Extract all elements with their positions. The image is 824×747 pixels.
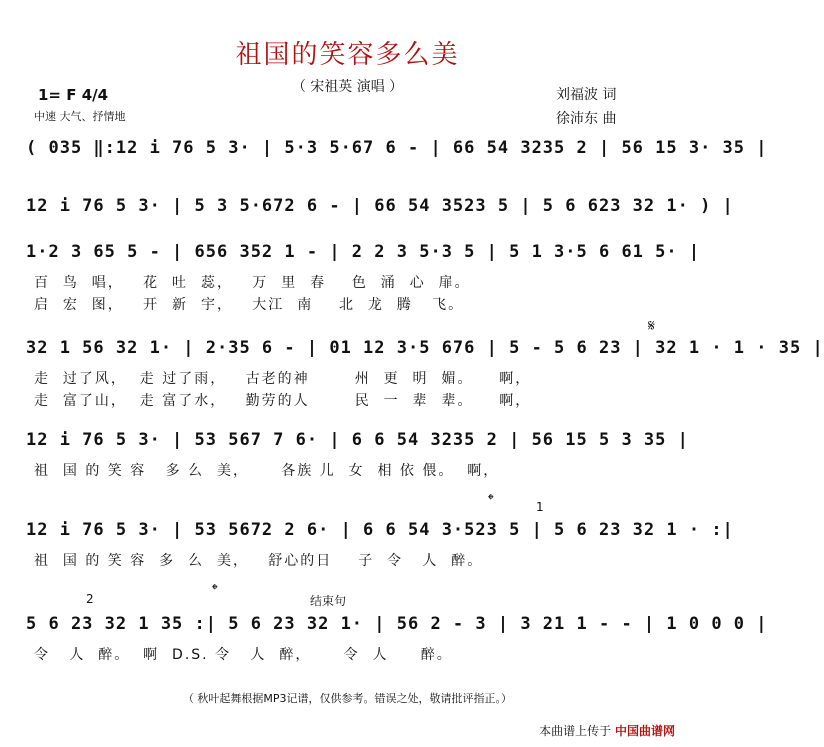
lyrics-verse-1: 走 过了风， 走 过了雨， 古老的神 州 更 明 媚。 啊， xyxy=(34,371,532,387)
key-signature: 1= F 4/4 xyxy=(38,86,109,104)
composer-credit: 徐沛东 曲 xyxy=(556,111,617,127)
notation-line: 1·2 3 65 5 - | 656 352 1 - | 2 2 3 5·3 5 | 5 1 3·5 6 61 5· | xyxy=(26,242,701,262)
upload-text: 本曲谱上传于 xyxy=(539,724,612,738)
notation-line: 12 i 76 5 3· | 53 567 7 6· | 6 6 54 3235 2 | 56 15 5 3 35 | xyxy=(26,430,689,450)
coda-sign: 𝄌 xyxy=(488,490,494,509)
upload-credit xyxy=(539,722,675,739)
ending-label: 结束句 xyxy=(310,594,347,608)
volta-2-marker: 2 xyxy=(86,592,94,606)
notation-line: 12 i 76 5 3· | 5 3 5·672 6 - | 66 54 3523 5 | 5 6 623 32 1· ) | xyxy=(26,196,734,216)
lyricist-credit: 刘福波 词 xyxy=(556,87,617,103)
site-logo: 中国曲谱网 xyxy=(614,724,675,738)
tempo-marking: 中速 大气、抒情地 xyxy=(34,110,126,123)
notation-line: 5 6 23 32 1 35 :| 5 6 23 32 1· | 56 2 - 3 | 3 21 1 - - | 1 0 0 0 | xyxy=(26,614,768,634)
lyrics-line: 祖 国 的 笑 容 多 么 美， 舒心的日 子 令 人 醉。 xyxy=(34,553,484,569)
notation-line: 32 1 56 32 1· | 2·35 6 - | 01 12 3·5 676 | 5 - 5 6 23 | 32 1 · 1 · 35 | xyxy=(26,338,824,358)
performer-subtitle: （ 宋祖英 演唱 ） xyxy=(291,79,404,95)
volta-1-marker: 1 xyxy=(536,500,544,514)
lyrics-verse-2: 启 宏 图， 开 新 宇， 大江 南 北 龙 腾 飞。 xyxy=(34,297,465,313)
lyrics-verse-1: 百 鸟 唱， 花 吐 蕊， 万 里 春 色 涌 心 扉。 xyxy=(34,275,471,291)
lyrics-line: 祖 国 的 笑 容 多 么 美， 各族 儿 女 相 依 偎。 啊， xyxy=(34,463,500,479)
segno-sign: 𝄋 xyxy=(648,316,655,335)
coda-sign: 𝄌 xyxy=(212,580,218,599)
transcriber-note: （ 秋叶起舞根据MP3记谱，仅供参考。错误之处，敬请批评指正。） xyxy=(182,692,513,705)
page-title: 祖国的笑容多么美 xyxy=(235,40,460,70)
lyrics-line: 令 人 醉。 啊 D.S. 令 人 醉， 令 人 醉。 xyxy=(34,647,453,663)
notation-line: ( 035 ‖:12 i 76 5 3· | 5·3 5·67 6 - | 66 54 3235 2 | 56 15 3· 35 | xyxy=(26,138,768,158)
notation-line: 12 i 76 5 3· | 53 5672 2 6· | 6 6 54 3·523 5 | 5 6 23 32 1 · :| xyxy=(26,520,734,540)
lyrics-verse-2: 走 富了山， 走 富了水， 勤劳的人 民 一 辈 辈。 啊， xyxy=(34,393,532,409)
